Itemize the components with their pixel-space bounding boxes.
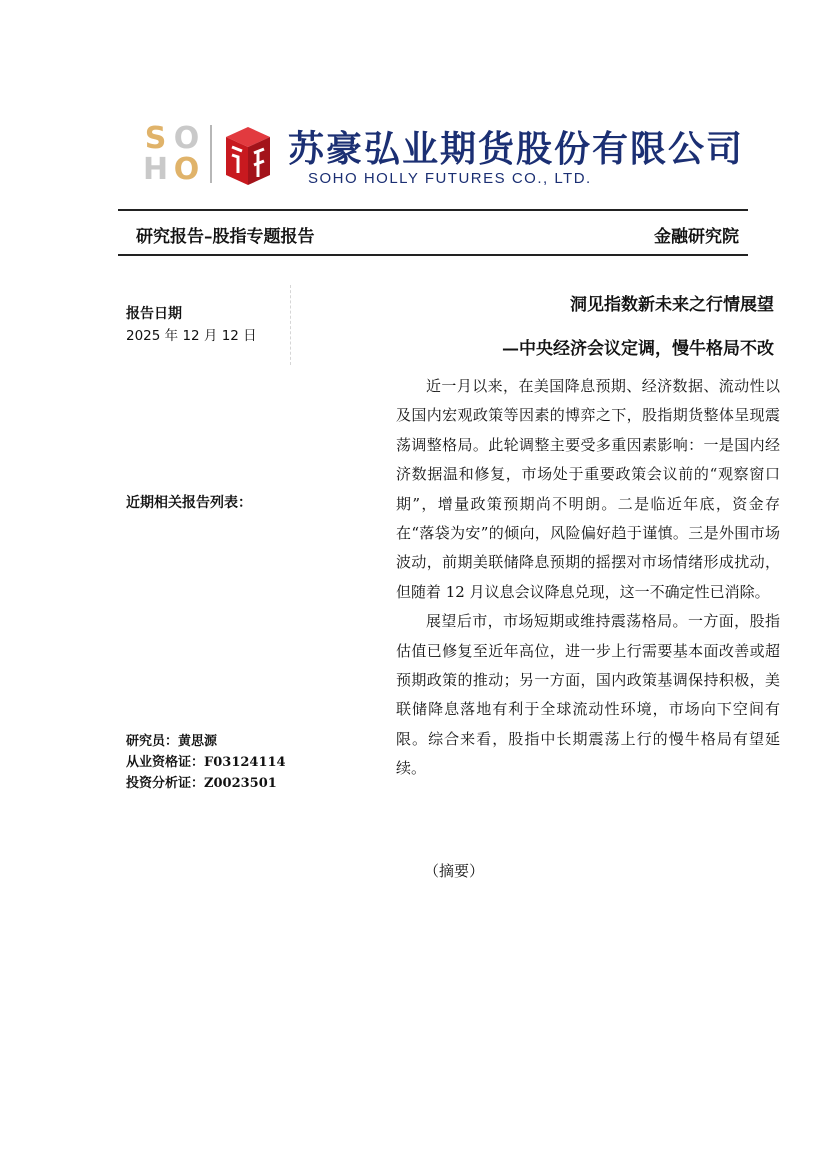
header-rule-top — [118, 209, 748, 211]
qualification-cert: 从业资格证：F03124114 — [126, 755, 286, 770]
investment-cert: 投资分析证：Z0023501 — [126, 776, 277, 791]
report-type: 研究报告–股指专题报告 — [136, 227, 315, 247]
analyst-info — [126, 731, 286, 794]
cube-logo-icon — [220, 125, 276, 187]
body-paragraph: 近一月以来，在美国降息预期、经济数据、流动性以及国内宏观政策等因素的博弈之下，股指期货整体呈现震荡调整格局。此轮调整主要受多重因素影响：一是国内经济数据温和修复，市场处于重要政策会议前的“观察窗口期”，增量政策预期尚不明朗。二是临近年底，资金存在“落袋为安”的倾向，风险偏好趋于谨慎。三是外围市场波动，前期美联储降息预期的摇摆对市场情绪形成扰动，但随着 12 月议息会议降息兑现，这一不确定性已消除。 — [396, 377, 780, 601]
article-title: 洞见指数新未来之行情展望 — [570, 295, 774, 315]
related-reports-label: 近期相关报告列表： — [126, 495, 252, 511]
company-logo — [140, 121, 745, 193]
report-date-label: 报告日期 — [126, 306, 182, 322]
header-rule-bottom — [118, 254, 748, 256]
logo-letter: O — [173, 121, 200, 156]
article-body — [396, 372, 780, 784]
report-date-value: 2025 年 12 月 12 日 — [126, 328, 257, 344]
logo-letter: O — [173, 152, 200, 187]
sidebar-divider — [290, 285, 291, 365]
body-paragraph: 展望后市，市场短期或维持震荡格局。一方面，股指估值已修复至近年高位，进一步上行需要基本面改善或超预期政策的推动；另一方面，国内政策基调保持积极，美联储降息落地有利于全球流动性环境，市场向下空间有限。综合来看，股指中长期震荡上行的慢牛格局有望延续。 — [396, 612, 780, 778]
article-subtitle: —中央经济会议定调，慢牛格局不改 — [502, 339, 774, 359]
logo-letter: S — [144, 121, 167, 156]
company-name-cn: 苏豪弘业期货股份有限公司 — [288, 128, 745, 170]
summary-tag: （摘要） — [424, 862, 485, 880]
department: 金融研究院 — [654, 227, 739, 247]
analyst-name: 研究员：黄思源 — [126, 734, 218, 749]
soho-logo-mark — [140, 123, 202, 185]
company-name-en: SOHO HOLLY FUTURES CO., LTD. — [308, 170, 592, 187]
logo-letter: H — [142, 152, 169, 187]
logo-divider — [210, 125, 212, 183]
